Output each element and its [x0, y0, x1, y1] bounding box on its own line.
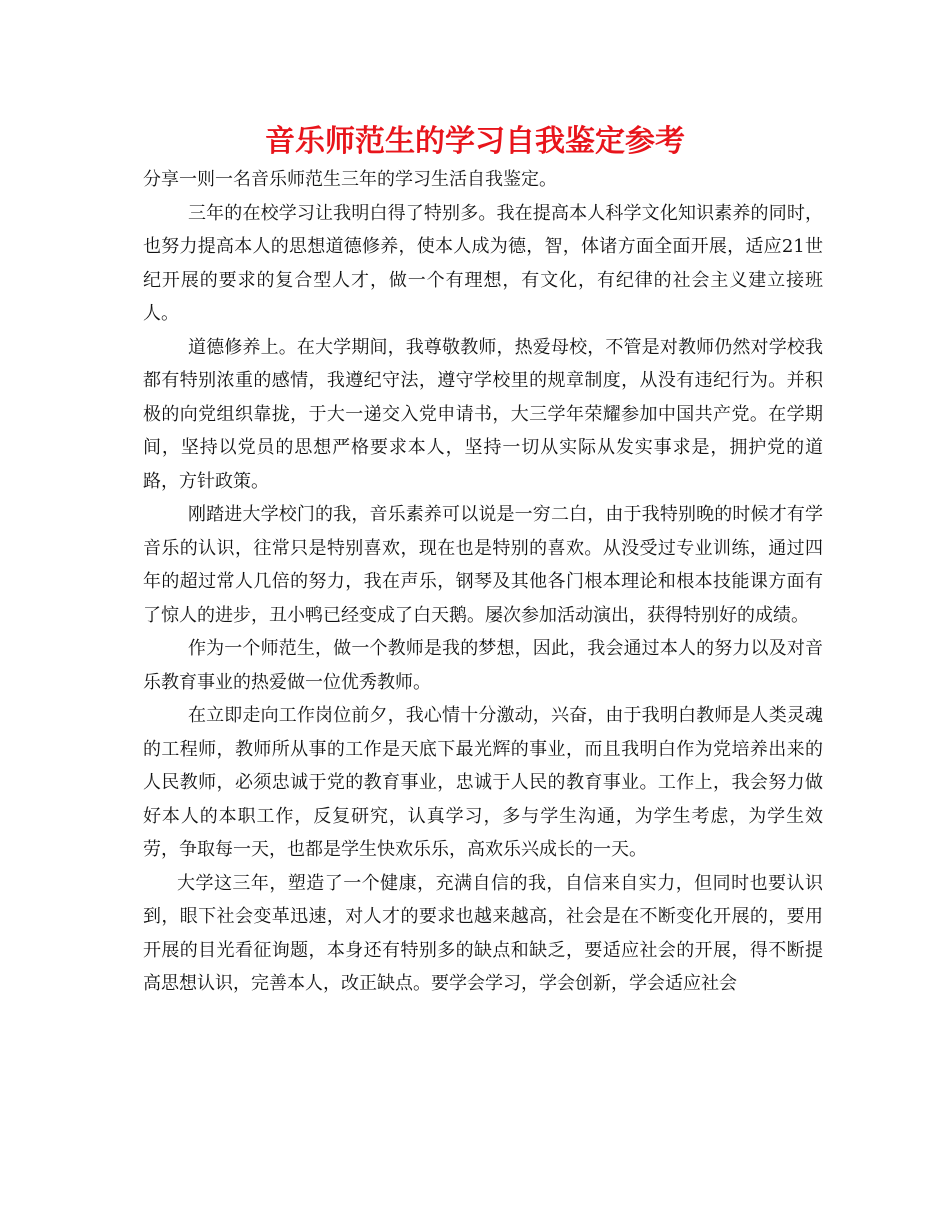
paragraph-study: 三年的在校学习让我明白得了特别多。我在提高本人科学文化知识素养的同时，也努力提高本人的思想道德修养，使本人成为德，智，体诸方面全面开展，适应21世纪开展的要求的复合型人才，做一个有理想，有文化，有纪律的社会主义建立接班人。 [143, 202, 823, 324]
document-body [143, 163, 823, 1001]
paragraph-morality: 道德修养上。在大学期间，我尊敬教师，热爱母校，不管是对教师仍然对学校我都有特别浓重的感情，我遵纪守法，遵守学校里的规章制度，从没有违纪行为。并积极的向党组织靠拢，于大一递交入党申请书，大三学年荣耀参加中国共产党。在学期间，坚持以党员的思想严格要求本人，坚持一切从实际从发实事求是，拥护党的道路，方针政策。 [143, 336, 823, 492]
paragraph-music: 刚踏进大学校门的我，音乐素养可以说是一穷二白，由于我特别晚的时候才有学音乐的认识，往常只是特别喜欢，现在也是特别的喜欢。从没受过专业训练，通过四年的超过常人几倍的努力，我在声乐，钢琴及其他各门根本理论和根本技能课方面有了惊人的进步，丑小鸭已经变成了白天鹅。屡次参加活动演出，获得特别好的成绩。 [143, 504, 823, 626]
paragraph-summary: 大学这三年，塑造了一个健康，充满自信的我，自信来自实力，但同时也要认识到，眼下社会变革迅速，对人才的要求也越来越高，社会是在不断变化开展的，要用开展的目光看征询题，本身还有特别多的缺点和缺乏，要适应社会的开展，得不断提高思想认识，完善本人，改正缺点。要学会学习，学会创新，学会适应社会 [143, 872, 823, 994]
intro-paragraph: 分享一则一名音乐师范生三年的学习生活自我鉴定。 [143, 169, 557, 190]
document-title: 音乐师范生的学习自我鉴定参考 [265, 124, 685, 159]
paragraph-teacher-dream: 作为一个师范生，做一个教师是我的梦想，因此，我会通过本人的努力以及对音乐教育事业的热爱做一位优秀教师。 [143, 638, 823, 693]
paragraph-work: 在立即走向工作岗位前夕，我心情十分激动，兴奋，由于我明白教师是人类灵魂的工程师，教师所从事的工作是天底下最光辉的事业，而且我明白作为党培养出来的人民教师，必须忠诚于党的教育事业，忠诚于人民的教育事业。工作上，我会努力做好本人的本职工作，反复研究，认真学习，多与学生沟通，为学生考虑，为学生效劳，争取每一天，也都是学生快欢乐乐，高欢乐兴成长的一天。 [143, 705, 823, 860]
